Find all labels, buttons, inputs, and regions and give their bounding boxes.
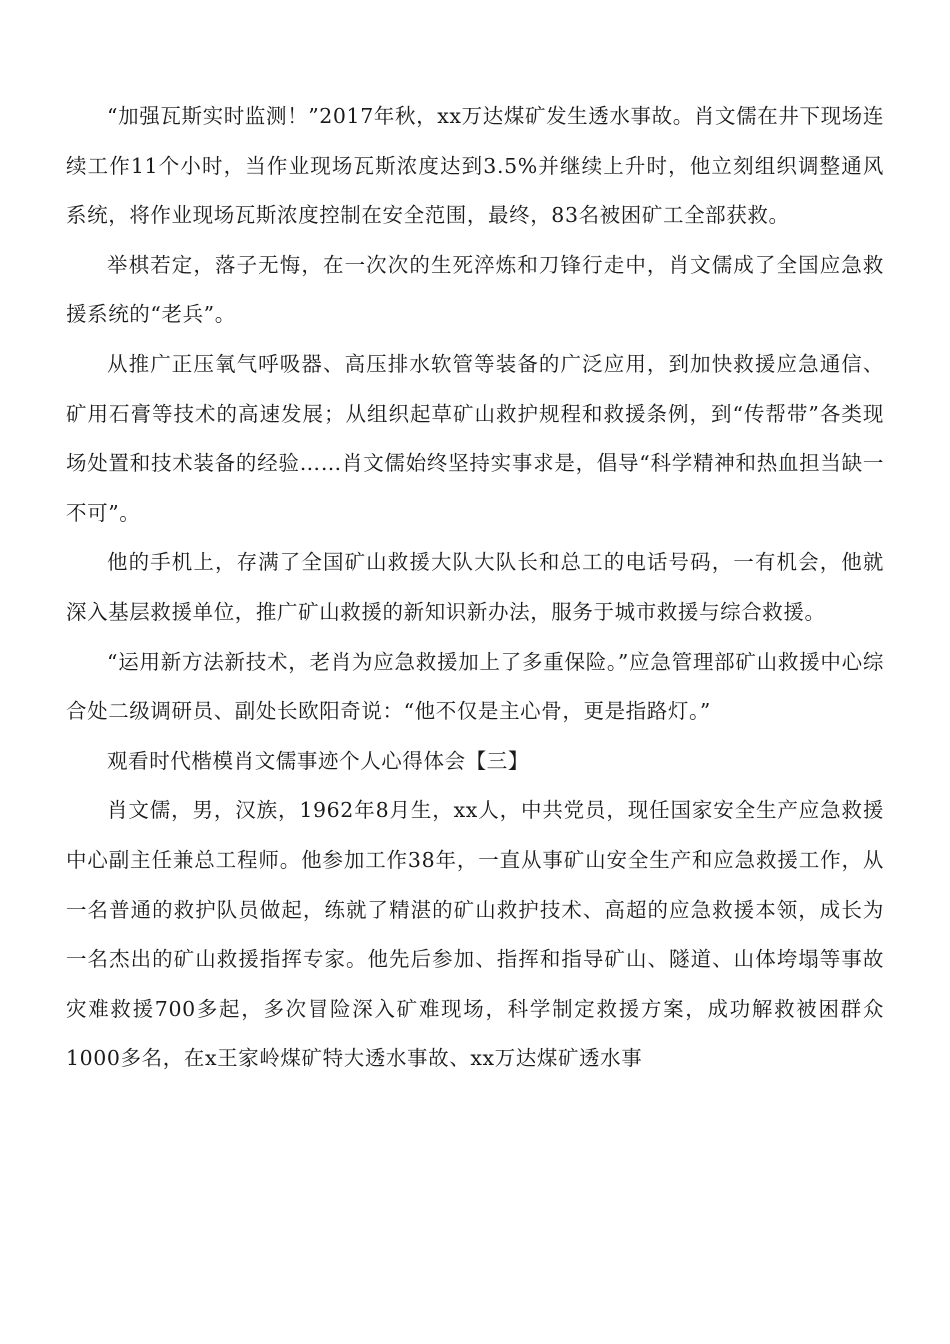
- paragraph-biography: 肖文儒，男，汉族，1962年8月生，xx人，中共党员，现任国家安全生产应急救援中心副主任兼总工程师。他参加工作38年，一直从事矿山安全生产和应急救援工作，从一名普通的救护队员做起，练就了精湛的矿山救护技术、高超的应急救援本领，成长为一名杰出的矿山救援指挥专家。他先后参加、指挥和指导矿山、隧道、山体垮塌等事故灾难救援700多起，多次冒险深入矿难现场，科学制定救援方案，成功解救被困群众1000多名，在x王家岭煤矿特大透水事故、xx万达煤矿透水事: [66, 798, 884, 1071]
- paragraph-phone-contacts: 他的手机上，存满了全国矿山救援大队大队长和总工的电话号码，一有机会，他就深入基层救援单位，推广矿山救援的新知识新办法，服务于城市救援与综合救援。: [66, 550, 884, 624]
- paragraph-gas-monitoring: “加强瓦斯实时监测！”2017年秋，xx万达煤矿发生透水事故。肖文儒在井下现场连续工作11个小时，当作业现场瓦斯浓度达到3.5%并继续上升时，他立刻组织调整通风系统，将作业现场瓦斯浓度控制在安全范围，最终，83名被困矿工全部获救。: [66, 104, 884, 228]
- paragraph-equipment-promotion: 从推广正压氧气呼吸器、高压排水软管等装备的广泛应用，到加快救援应急通信、矿用石膏等技术的高速发展；从组织起草矿山救护规程和救援条例，到“传帮带”各类现场处置和技术装备的经验……肖文儒始终坚持实事求是，倡导“科学精神和热血担当缺一不可”。: [66, 351, 884, 525]
- section-heading: 观看时代楷模肖文儒事迹个人心得体会【三】: [107, 748, 529, 773]
- paragraph-veteran: 举棋若定，落子无悔，在一次次的生死淬炼和刀锋行走中，肖文儒成了全国应急救援系统的“老兵”。: [66, 252, 884, 327]
- document-body: [66, 92, 884, 1084]
- paragraph-quote-ouyang: “运用新方法新技术，老肖为应急救援加上了多重保险。”应急管理部矿山救援中心综合处二级调研员、副处长欧阳奇说：“他不仅是主心骨，更是指路灯。”: [66, 649, 884, 724]
